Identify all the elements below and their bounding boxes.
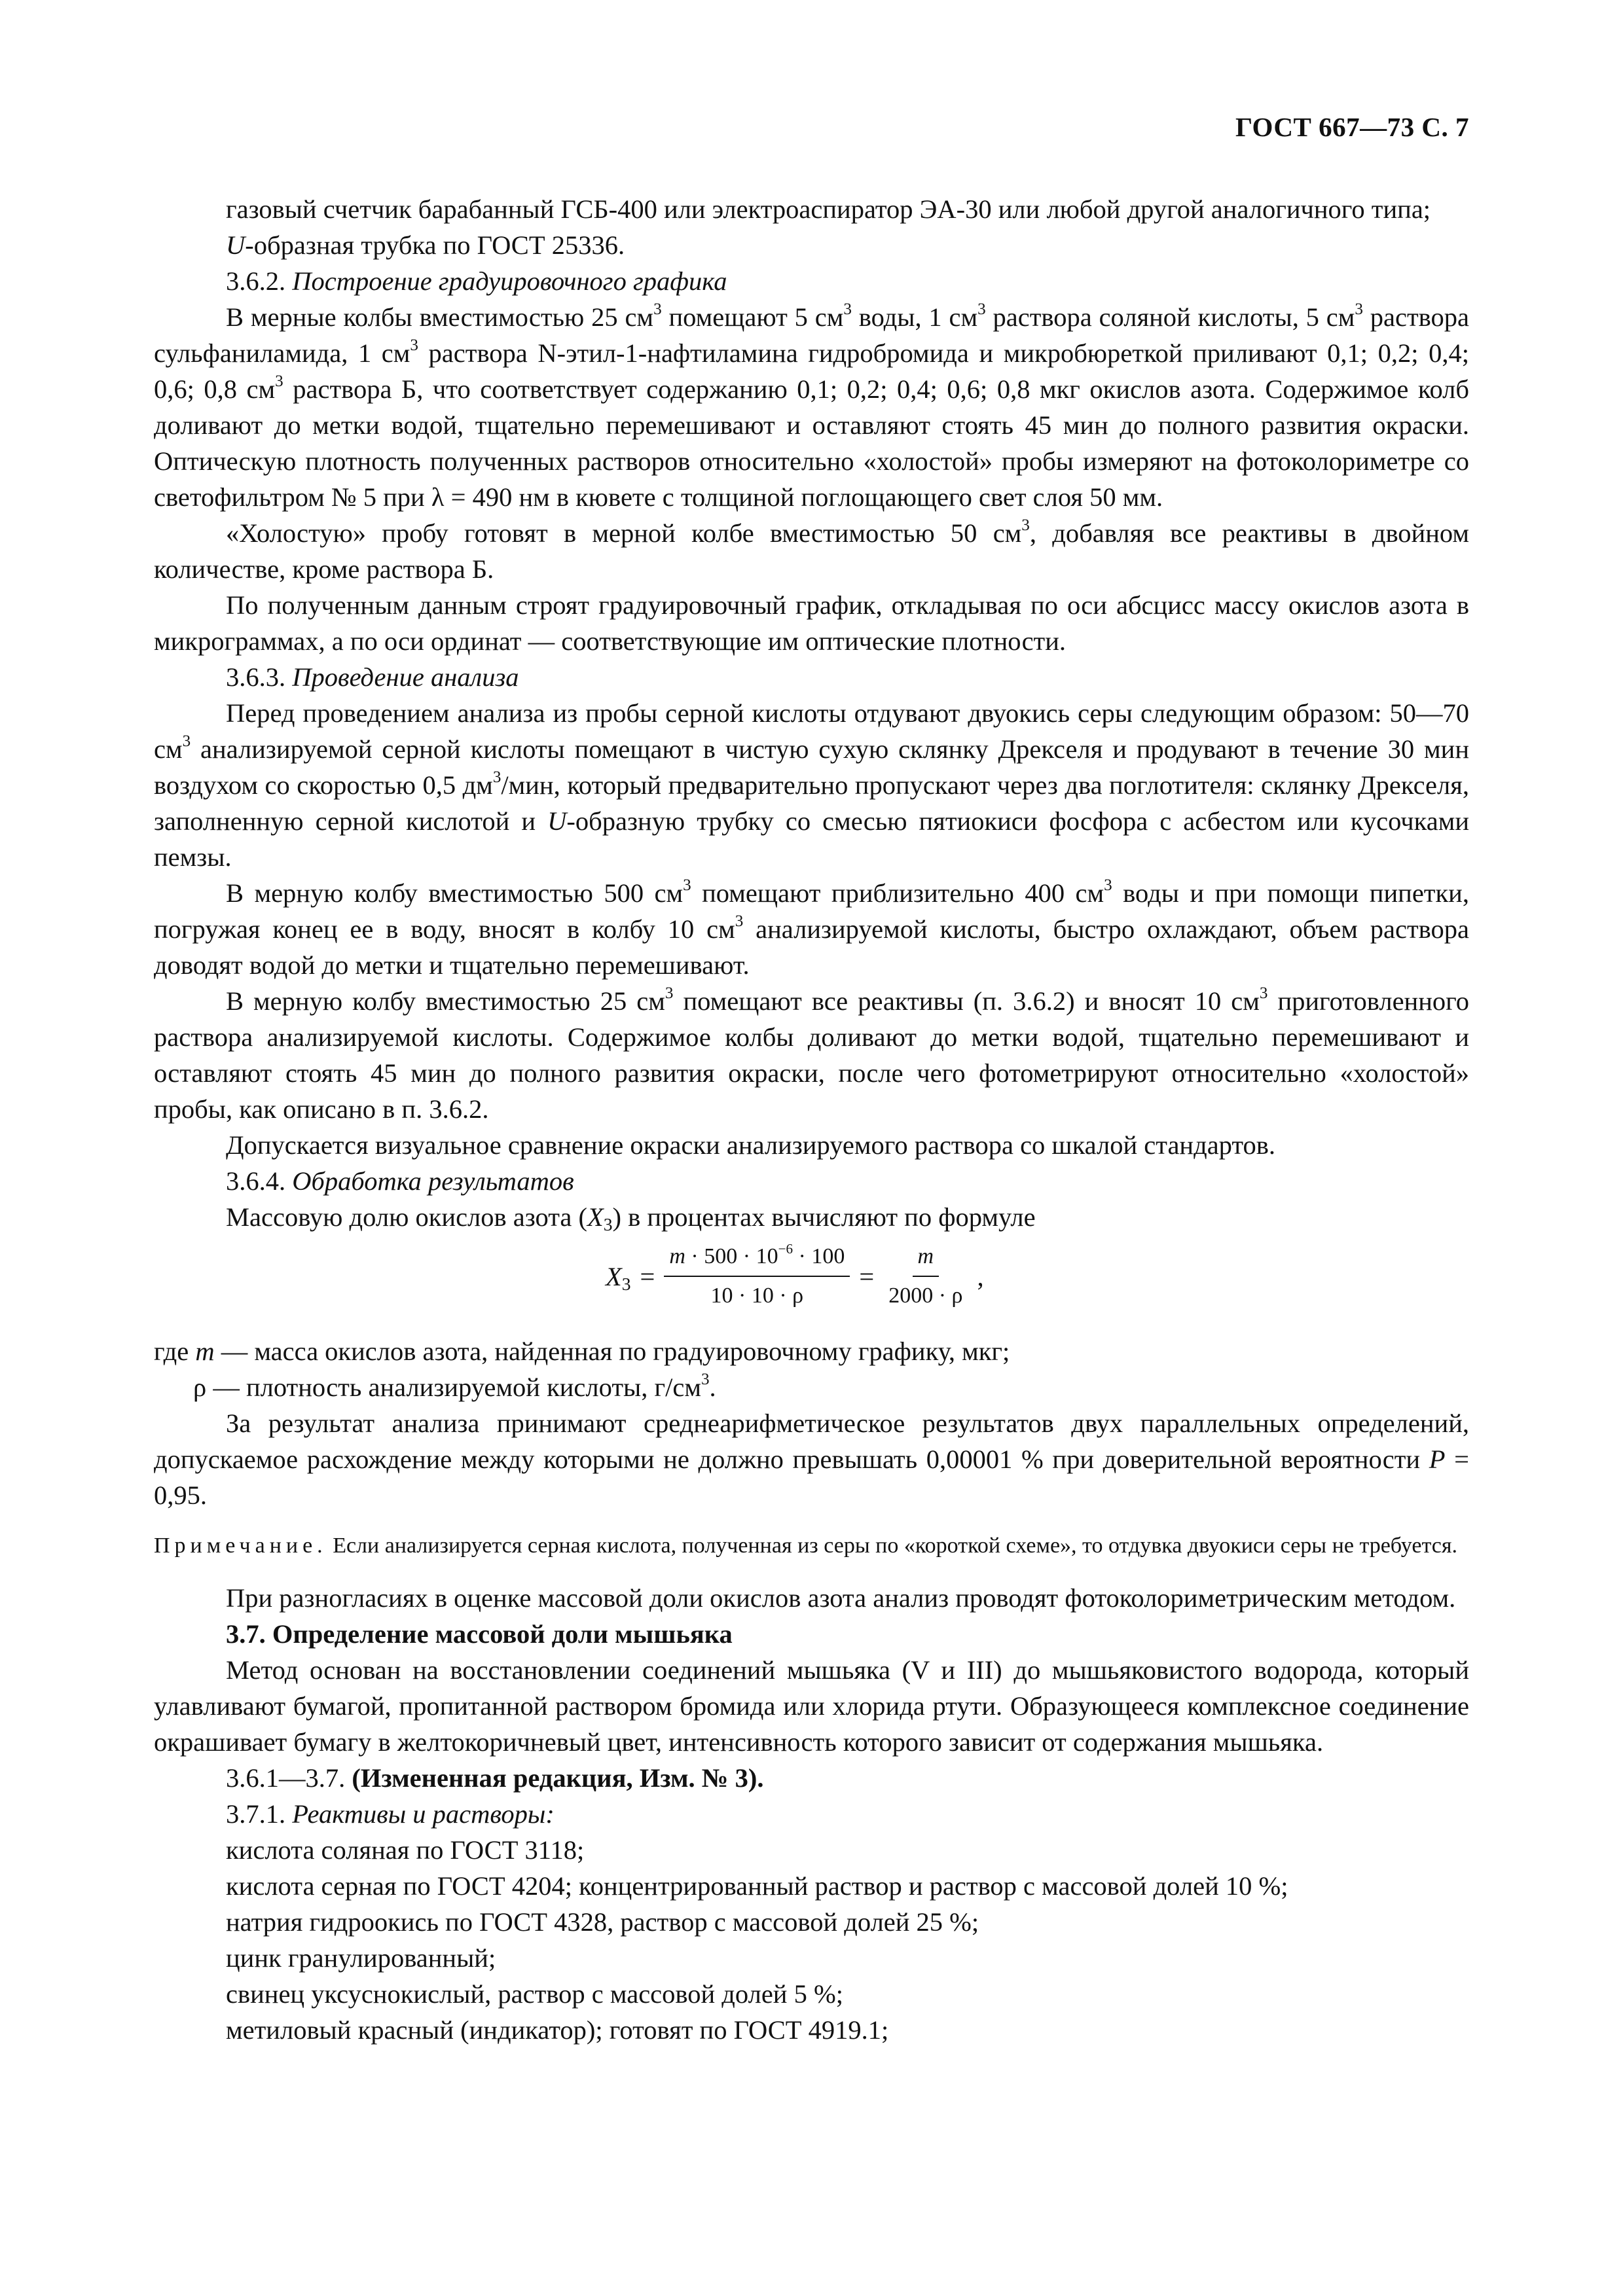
paragraph: Допускается визуальное сравнение окраски анализируемого раствора со шкалой стандартов. [226,1130,1276,1160]
section-heading-3-6-3: 3.6.3. Проведение анализа [226,662,519,692]
paragraph: В мерную колбу вместимостью 25 $см^3$ помещают все реактивы (п. 3.6.2) и вносят 10 $см^3$ приготовленного раствора анализируемой кислоты. Содержимое колбы доливают до метки водой, тщательно перемешивают и оставляют стоять 45 мин до полного развития окраски, после чего фотометрируют относительно «холостой» пробы, как описано в п. 3.6.2. [154,984,1469,1124]
paragraph: В мерные колбы вместимостью 25 $см^3$ помещают 5 $см^3$ воды, 1 $см^3$ раствора соляной кислоты, 5 $см^3$ раствора сульфаниламида, 1 $см^3$ раствора N-этил-1-нафтиламина гидробромида и микробюреткой приливают 0,1; 0,2; 0,4; 0,6; 0,8 $см^3$ раствора Б, что соответствует содержанию 0,1; 0,2; 0,4; 0,6; 0,8 мкг окислов азота. Содержимое колб доливают до метки водой, тщательно перемешивают и оставляют стоять 45 мин до полного развития окраски. Оптическую плотность полученных растворов относительно «холостой» пробы измеряют на фотоколориметре со светофильтром № 5 при λ = 490 нм в кювете с толщиной поглощающего свет слоя 50 мм. [154,300,1470,512]
edit-note: 3.6.1—3.7. (Измененная редакция, Изм. № 3). [226,1763,764,1793]
fraction-numerator: $m \cdot 500 \cdot 10^{-6} \cdot 100$ [664,1242,850,1277]
section-heading-3-6-4: 3.6.4. Обработка результатов [226,1166,574,1196]
paragraph: Метод основан на восстановлении соединений мышьяка (V и III) до мышьяковистого водорода, который улавливают бумагой, пропитанной раствором бромида или хлорида ртути. Образующееся комплексное соединение окрашивает бумагу в желтокоричневый цвет, интенсивность которого зависит от содержания мышьяка. [154,1655,1469,1757]
section-heading-3-7-1: 3.7.1. Реактивы и растворы: [226,1799,555,1829]
formula [606,1242,984,1311]
list-item: цинк гранулированный; [226,1943,496,1973]
section-heading-3-7: 3.7. Определение массовой доли мышьяка [226,1619,733,1649]
formula-lhs: $X_3$ [606,1261,631,1294]
list-item: свинец уксуснокислый, раствор с массовой долей 5 %; [226,1979,843,2009]
list-item: натрия гидроокись по ГОСТ 4328, раствор с массовой долей 25 %; [226,1907,979,1937]
note-label: Примечание. [154,1534,327,1558]
list-item: кислота соляная по ГОСТ 3118; [226,1835,585,1865]
section-heading-3-6-2: 3.6.2. Построение градуировочного графика [226,266,727,296]
paragraph: U-образная трубка по ГОСТ 25336. [226,230,625,260]
paragraph: За результат анализа принимают среднеарифметическое результатов двух параллельных определений, допускаемое расхождение между которыми не должно превышать 0,00001 % при доверительной вероятности P = 0,95. [154,1408,1469,1510]
where-line: где m — масса окислов азота, найденная по градуировочному графику, мкг; [154,1336,1010,1366]
formula-block [154,1235,1469,1333]
page-header: ГОСТ 667—73 С. 7 [1235,112,1469,142]
paragraph: Перед проведением анализа из пробы серной кислоты отдувают двуокись серы следующим образом: 50—70 $см^3$ анализируемой серной кислоты помещают в чистую сухую склянку Дрекселя и продувают в течение 30 мин воздухом со скоростью 0,5 $дм^3$/мин, который предварительно пропускают через два поглотителя: склянку Дрекселя, заполненную серной кислотой и U-образную трубку со смесью пятиокиси фосфора с асбестом или кусочками пемзы. [154,698,1469,872]
paragraph: По полученным данным строят градуировочный график, откладывая по оси абсцисс массу окислов азота в микрограммах, а по оси ординат — соответствующие им оптические плотности. [154,590,1469,656]
fraction-denominator: 10 · 10 · ρ [710,1283,804,1308]
formula-comma: , [977,1261,984,1291]
paragraph: «Холостую» пробу готовят в мерной колбе вместимостью 50 $см^3$, добавляя все реактивы в двойном количестве, кроме раствора Б. [154,516,1469,584]
formula-equals: = [640,1261,655,1291]
fraction-denominator: 2000 · ρ [888,1283,963,1308]
where-line: ρ — плотность анализируемой кислоты, $г/см^3$. [193,1370,716,1402]
formula-equals: = [859,1261,875,1291]
page-content [154,191,1469,2048]
paragraph: Массовую долю окислов азота $(X_3)$ в процентах вычисляют по формуле [226,1202,1036,1234]
list-item: кислота серная по ГОСТ 4204; концентрированный раствор и раствор с массовой долей 10 %; [226,1871,1288,1901]
paragraph: газовый счетчик барабанный ГСБ-400 или электроаспиратор ЭА-30 или любой другой аналогичного типа; [226,194,1431,224]
paragraph: При разногласиях в оценке массовой доли окислов азота анализ проводят фотоколориметрическим методом. [226,1583,1456,1613]
paragraph: В мерную колбу вместимостью 500 $см^3$ помещают приблизительно 400 $см^3$ воды и при помощи пипетки, погружая конец ее в воду, вносят в колбу 10 $см^3$ анализируемой кислоты, быстро охлаждают, объем раствора доводят водой до метки и тщательно перемешивают. [154,876,1469,980]
fraction-numerator: m [913,1242,939,1277]
formula-fraction-2 [883,1242,968,1311]
formula-fraction-1 [664,1242,850,1311]
italic-letter: U [226,230,246,260]
list-item: метиловый красный (индикатор); готовят по ГОСТ 4919.1; [226,2015,889,2045]
note: Примечание. Если анализируется серная кислота, полученная из серы по «короткой схеме», то отдувка двуокиси серы не требуется. [154,1534,1457,1558]
